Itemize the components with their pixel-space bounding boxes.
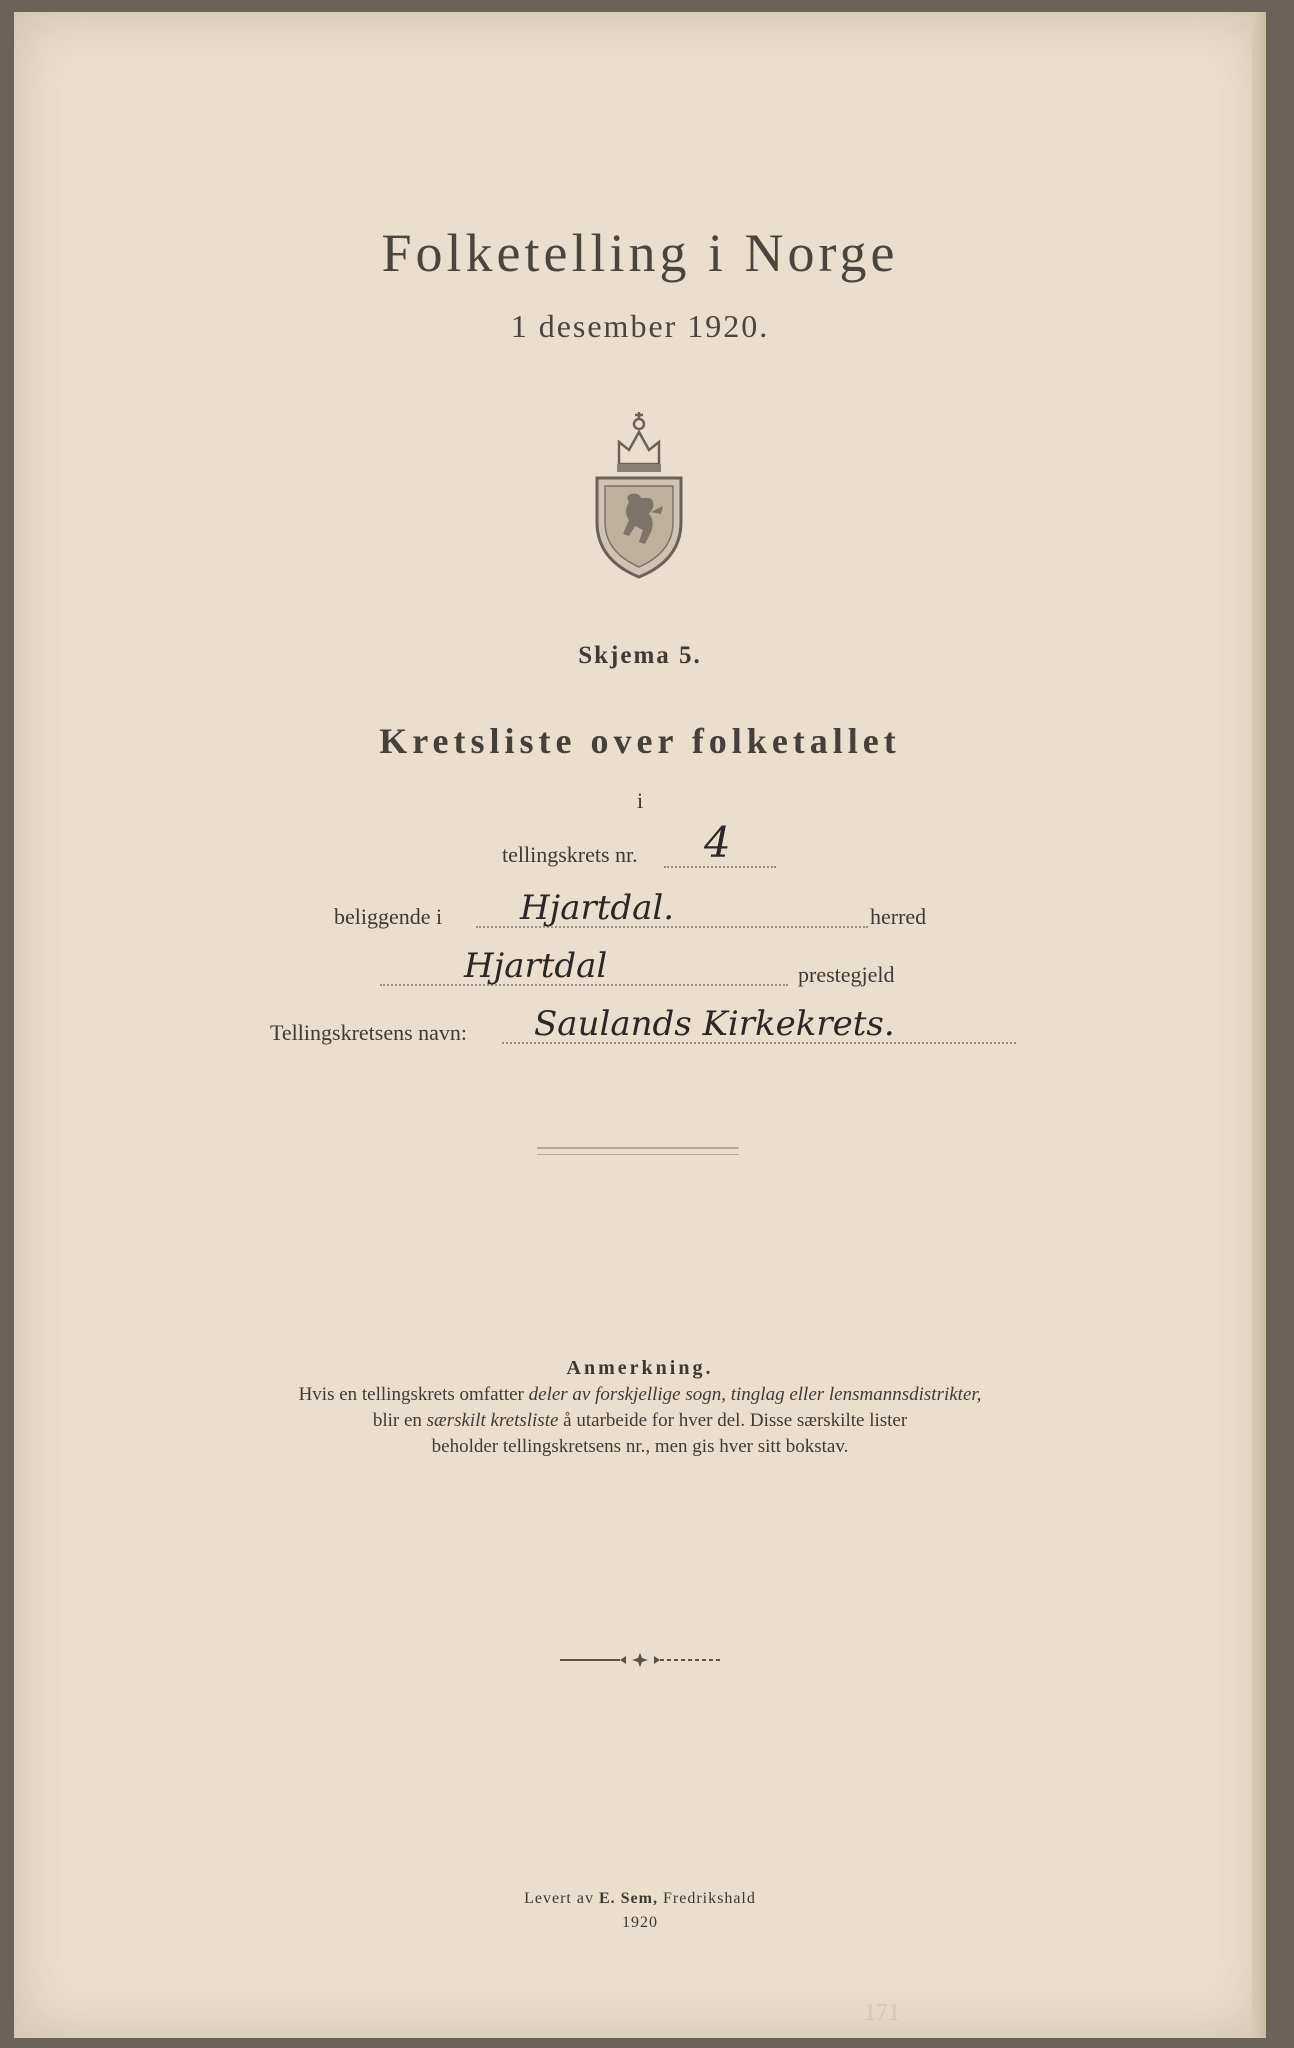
- prestegjeld-label: prestegjeld: [798, 962, 895, 987]
- prestegjeld-handwritten: Hjartdal: [464, 946, 608, 986]
- census-date: 1 desember 1920.: [510, 308, 770, 344]
- printer-name: E. Sem,: [598, 1890, 658, 1907]
- note-line-1: [14, 1382, 1266, 1408]
- document-title: Folketelling i Norge: [381, 223, 899, 283]
- note-heading: Anmerkning.: [566, 1357, 714, 1379]
- krets-label: tellingskrets nr.: [502, 842, 638, 867]
- krets-number-handwritten: 4: [704, 818, 731, 867]
- section-divider: [537, 1147, 739, 1155]
- note-line-3: beholder tellingskretsens nr., men gis hver sitt bokstav.: [431, 1436, 849, 1457]
- navn-label: Tellingskretsens navn:: [270, 1020, 468, 1045]
- note-line-1-italic: deler av forskjellige sogn, tinglag eller lensmannsdistrikter,: [528, 1384, 982, 1405]
- printer-year: 1920: [622, 1914, 658, 1931]
- note-line-2: [14, 1408, 1266, 1434]
- heading-conjunction: i: [636, 788, 644, 813]
- printer-place: Fredrikshald: [657, 1890, 756, 1907]
- schema-number: Skjema 5.: [578, 642, 702, 669]
- beliggende-label: beliggende i: [334, 904, 443, 929]
- note-line-2-italic: særskilt kretsliste: [426, 1410, 559, 1431]
- note-line-2-start: blir en: [372, 1410, 427, 1431]
- printer-imprint: [14, 1887, 1266, 1935]
- faint-stamp-number: 171: [864, 2000, 900, 2026]
- ornament-icon: [560, 1650, 720, 1670]
- coat-of-arms-icon: [589, 402, 689, 582]
- navn-handwritten: Saulands Kirkekrets.: [534, 1004, 895, 1044]
- herred-label: herred: [870, 904, 927, 929]
- herred-handwritten: Hjartdal.: [520, 888, 675, 928]
- form-heading: Kretsliste over folketallet: [379, 721, 901, 761]
- printer-prefix: Levert av: [524, 1890, 599, 1907]
- census-form-page: [14, 12, 1266, 2038]
- note-line-1-regular: Hvis en tellingskrets omfatter: [298, 1384, 529, 1405]
- note-line-2-end: å utarbeide for hver del. Disse særskilte lister: [558, 1410, 908, 1431]
